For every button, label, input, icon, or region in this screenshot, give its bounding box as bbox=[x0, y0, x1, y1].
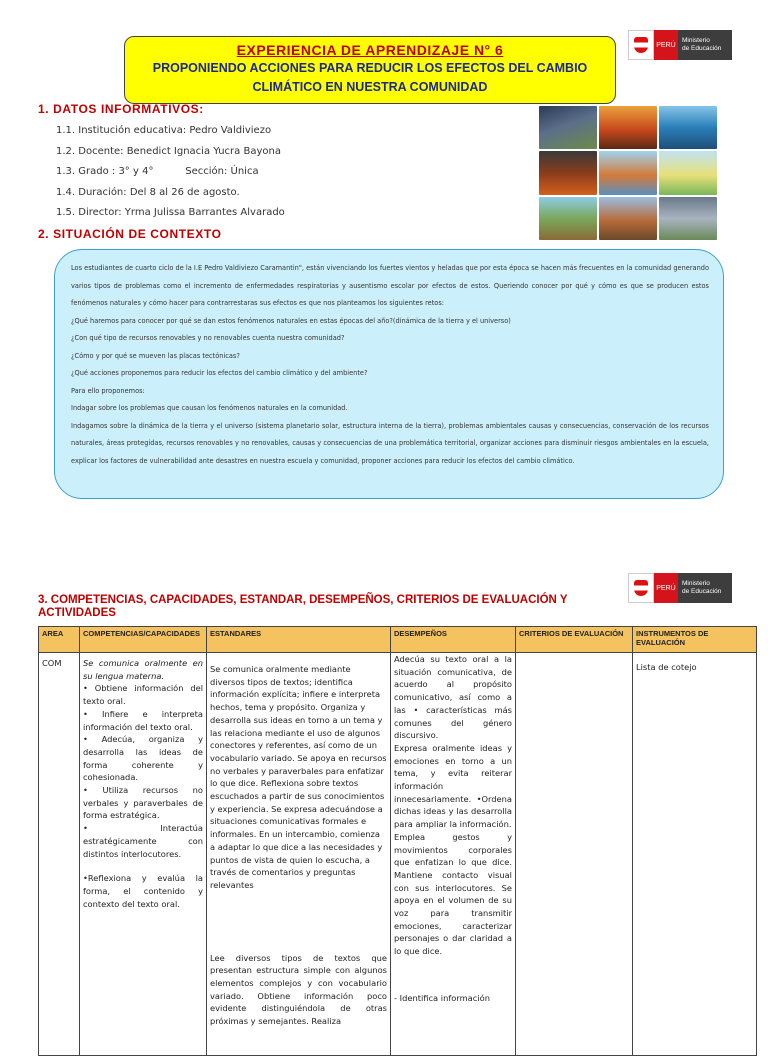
ministry-logo bbox=[628, 573, 732, 603]
context-paragraph: Indagar sobre los problemas que causan los fenómenos naturales en la comunidad. bbox=[71, 404, 348, 412]
logo-ministry-line-2: de Educación bbox=[682, 45, 722, 52]
desempeno-item: Adecúa su texto oral a la situación comunicativa, de acuerdo al propósito comunicativo, así como a las • características más comunes del género discursivo. bbox=[394, 654, 512, 741]
logo-ministry-line-2: de Educación bbox=[682, 588, 722, 595]
column-header: DESEMPEÑOS bbox=[391, 627, 516, 653]
logo-peru-label: PERÚ bbox=[654, 30, 678, 60]
datos-item: 1.5. Director: Yrma Julissa Barrantes Alvarado bbox=[56, 207, 285, 218]
context-paragraph: ¿Con qué tipo de recursos renovables y no renovables cuenta nuestra comunidad? bbox=[71, 334, 345, 342]
logo-ministry-line-1: Ministerio bbox=[682, 37, 710, 44]
house-flood-image bbox=[599, 151, 657, 194]
table-header-row bbox=[39, 627, 757, 653]
tornado-image bbox=[659, 197, 717, 240]
estandar-item: Se comunica oralmente mediante diversos tipos de textos; identifica información explícita; infiere e interpreta hechos, tema y propósito. Organiza y desarrolla sus ideas en torno a un tema y las relaciona mediante el uso de algunos conectores y referentes, así como de un vocabulario variado. Se apoya en recursos no verbales y paraverbales para enfatizar lo que dice. Reflexiona sobre textos escuchados a partir de sus conocimientos y experiencia. Se expresa adecuándose a situaciones comunicativas formales e informales. En un intercambio, comienza a adaptar lo que dice a las necesidades y puntos de vista de quien lo escucha, a través de comentarios y preguntas relevantes bbox=[210, 664, 387, 890]
tsunami-image bbox=[659, 106, 717, 149]
section-2-heading: 2. SITUACIÓN DE CONTEXTO bbox=[38, 227, 222, 241]
datos-informativos-list bbox=[56, 124, 285, 227]
peru-shield-icon bbox=[628, 30, 654, 60]
section-1-heading: 1. DATOS INFORMATIVOS: bbox=[38, 102, 204, 116]
logo-ministry-label bbox=[678, 580, 721, 596]
competencia-item: • Infiere e interpreta información del texto oral. bbox=[83, 708, 203, 732]
column-header: ESTANDARES bbox=[207, 627, 391, 653]
page-title: EXPERIENCIA DE APRENDIZAJE N° 6 bbox=[236, 42, 504, 58]
disasters-illustration bbox=[539, 106, 717, 240]
criterios-cell bbox=[516, 653, 633, 1056]
landslide-image bbox=[539, 197, 597, 240]
competencia-item: • Adecúa, organiza y desarrolla las ideas de forma coherente y cohesionada. bbox=[83, 734, 203, 783]
column-header: COMPETENCIAS/CAPACIDADES bbox=[80, 627, 207, 653]
desempenos-cell bbox=[391, 653, 516, 1056]
context-paragraph: ¿Qué haremos para conocer por qué se dan estos fenómenos naturales en estas épocas del año?(dinámica de la tierra y el universo) bbox=[71, 316, 511, 325]
estandar-item: Lee diversos tipos de textos que presentan estructura simple con algunos elementos complejos y con vocabulario variado. Obtiene información poco evidente distinguiéndola de otras próximas y semejantes. Realiza bbox=[210, 952, 387, 1027]
competencia-item: • Utiliza recursos no verbales y paraverbales de forma estratégica. bbox=[83, 785, 203, 821]
desempeno-item: Expresa oralmente ideas y emociones en torno a un tema, y evita reiterar información innecesariamente. •Ordena dichas ideas y las desarrolla para ampliar la información. bbox=[394, 742, 512, 830]
competencia-item: • Interactúa estratégicamente con distintos interlocutores. bbox=[83, 823, 203, 859]
storm-image bbox=[539, 106, 597, 149]
context-paragraph: ¿Cómo y por qué se mueven las placas tectónicas? bbox=[71, 351, 240, 360]
competencia-item: • Obtiene información del texto oral. bbox=[83, 683, 203, 707]
section-3-heading: 3. COMPETENCIAS, CAPACIDADES, ESTANDAR, DESEMPEÑOS, CRITERIOS DE EVALUACIÓN Y ACTIVIDADES bbox=[38, 594, 568, 619]
page-subtitle-line-1: PROPONIENDO ACCIONES PARA REDUCIR LOS EFECTOS DEL CAMBIO bbox=[152, 61, 588, 75]
instrumentos-cell: Lista de cotejo bbox=[633, 653, 757, 1056]
datos-item: 1.4. Duración: Del 8 al 26 de agosto. bbox=[56, 186, 240, 198]
logo-ministry-label bbox=[678, 37, 721, 53]
context-paragraph: Para ello proponemos: bbox=[71, 386, 145, 395]
page-subtitle-line-2: CLIMÁTICO EN NUESTRA COMUNIDAD bbox=[252, 80, 488, 94]
volcano-image bbox=[539, 151, 597, 194]
peru-shield-icon bbox=[628, 573, 654, 603]
area-cell: COM bbox=[39, 653, 80, 1056]
context-box bbox=[54, 249, 724, 499]
estandares-cell bbox=[207, 653, 391, 1056]
competencies-table bbox=[38, 626, 757, 1056]
datos-item: 1.2. Docente: Benedict Ignacia Yucra Bayona bbox=[56, 145, 281, 157]
datos-item: 1.1. Institución educativa: Pedro Valdiviezo bbox=[56, 125, 272, 136]
wind-image bbox=[659, 151, 717, 194]
competencia-item: Se comunica oralmente en su lengua materna. bbox=[83, 658, 203, 681]
title-box bbox=[124, 36, 616, 104]
logo-peru-label: PERÚ bbox=[654, 573, 678, 603]
ministry-logo bbox=[628, 30, 732, 60]
context-paragraph: Los estudiantes de cuarto ciclo de la I.E Pedro Valdiviezo Caramantin", están vivenciando los fuertes vientos y heladas que por esta época se hacen más frecuentes en la comunidad generando varios tipos de problemas como el incremento de enfermedades respiratorias y ausentismo escolar por efectos de estos. Queriendo conocer por qué y cómo es que se producen estos fenómenos naturales y cómo hacer para contrarrestaras sus efectos es que nos planteamos los siguientes retos: bbox=[71, 264, 709, 307]
column-header: CRITERIOS DE EVALUACIÓN bbox=[516, 627, 633, 653]
column-header: INSTRUMENTOS DE EVALUACIÓN bbox=[633, 627, 757, 653]
desempeno-item: Emplea gestos y movimientos corporales que enfatizan lo que dice. Mantiene contacto visual con sus interlocutores. Se apoya en el volumen de su voz para transmitir emociones, caracterizar personajes o dar claridad a lo que dice. bbox=[394, 831, 512, 957]
context-paragraph: ¿Qué acciones proponemos para reducir los efectos del cambio climático y del ambiente? bbox=[71, 369, 368, 377]
competencia-item: •Reflexiona y evalúa la forma, el contenido y contexto del texto oral. bbox=[83, 873, 203, 909]
competencias-cell bbox=[80, 653, 207, 1056]
logo-ministry-line-1: Ministerio bbox=[682, 580, 710, 587]
column-header: AREA bbox=[39, 627, 80, 653]
earthquake-image bbox=[599, 197, 657, 240]
desempeno-item: - Identifica información bbox=[394, 992, 490, 1003]
datos-item: 1.3. Grado : 3° y 4° Sección: Única bbox=[56, 166, 259, 177]
context-paragraph: Indagamos sobre la dinámica de la tierra y el universo (sistema planetario solar, estructura interna de la tierra), problemas ambientales causas y consecuencias, conservación de los recursos naturales, áreas protegidas, recursos renovables y no renovables, causas y consecuencias de una problemática territorial, organizar acciones para disminuir riesgos ambientales en la escuela, explicar los factores de vulnerabilidad ante desastres en nuestra escuela y comunidad, proponer acciones para reducir los efectos del cambio climático. bbox=[71, 421, 709, 465]
wildfire-image bbox=[599, 106, 657, 149]
table-row bbox=[39, 653, 757, 1056]
